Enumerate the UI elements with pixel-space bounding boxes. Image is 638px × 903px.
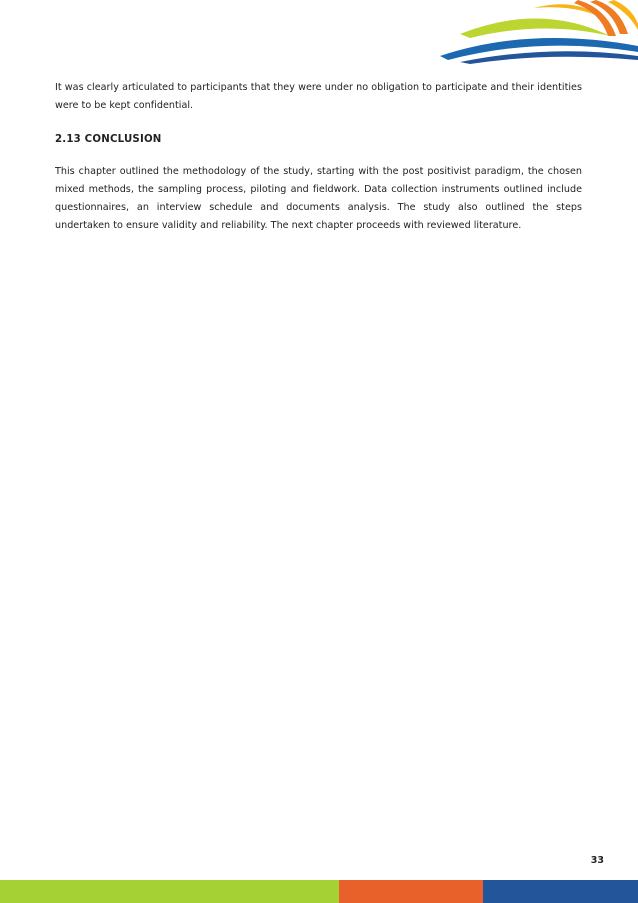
section-heading-conclusion: 2.13 CONCLUSION bbox=[55, 134, 162, 145]
main-content bbox=[55, 79, 582, 235]
footer-bar-blue-segment bbox=[483, 880, 638, 903]
footer-bar-green-segment bbox=[0, 880, 339, 903]
body-paragraph-conclusion: This chapter outlined the methodology of the study, starting with the post positivist paradigm, the chosen mixed methods, the sampling process, piloting and fieldwork. Data collection instruments outlined include questionnaires, an interview schedule and documents analysis. The study also outlined the steps undertaken to ensure validity and reliability. The next chapter proceeds with reviewed literature. bbox=[55, 166, 582, 231]
footer-bar-orange-segment bbox=[339, 880, 483, 903]
header-logo-icon bbox=[430, 0, 638, 66]
footer-color-bar bbox=[0, 880, 638, 903]
body-paragraph-consent: It was clearly articulated to participants that they were under no obligation to participate and their identities were to be kept confidential. bbox=[55, 82, 582, 111]
logo-dark-blue-swoosh bbox=[460, 51, 638, 64]
page-number: 33 bbox=[590, 855, 604, 866]
logo-lime-swoosh bbox=[460, 18, 610, 38]
